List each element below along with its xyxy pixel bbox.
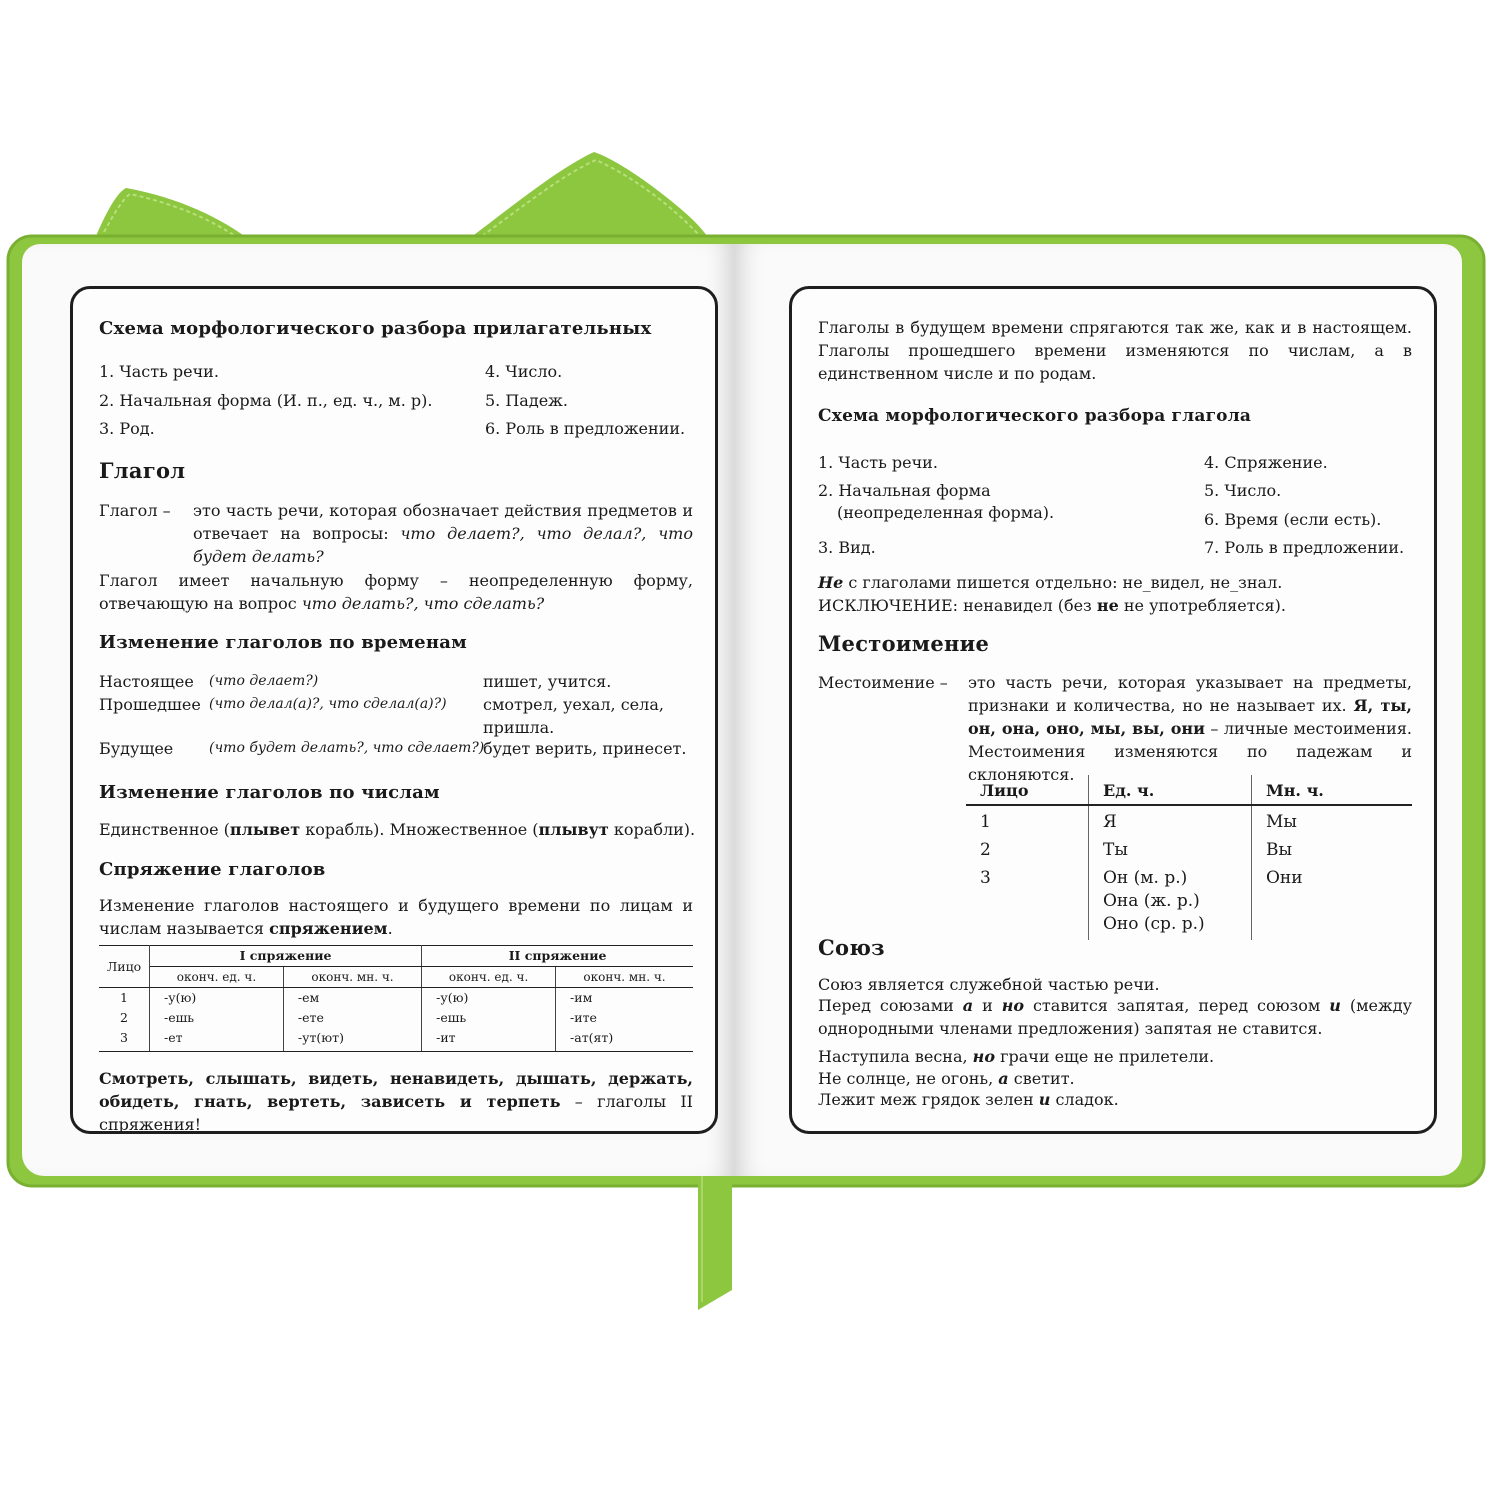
table-header: Лицо bbox=[966, 775, 1089, 805]
conjunction-heading: Союз bbox=[818, 935, 885, 960]
table-cell: Мы bbox=[1266, 812, 1297, 832]
ne-exception: ИСКЛЮЧЕНИЕ: ненавидел (без не не употребляется). bbox=[818, 596, 1286, 615]
conjunction-example: Лежит меж грядок зелен и сладок. bbox=[818, 1090, 1119, 1109]
conjugation-heading: Спряжение глаголов bbox=[99, 859, 326, 880]
table-cell: 2 bbox=[99, 1008, 150, 1028]
table-cell: Они bbox=[1266, 868, 1303, 888]
pronoun-heading: Местоимение bbox=[818, 631, 990, 656]
table-row bbox=[99, 988, 693, 1009]
tenses-heading: Изменение глаголов по временам bbox=[99, 632, 467, 653]
verb-initial-form: Глагол имеет начальную форму – неопределенную форму, отвечающую на вопрос что делать?, что сделать? bbox=[99, 571, 693, 613]
future-past-intro: Глаголы в будущем времени спрягаются так же, как и в настоящем. Глаголы прошедшего времени изменяются по числам, а в единственном числе и по родам. bbox=[818, 318, 1412, 383]
conjugation-exceptions: Смотреть, слышать, видеть, ненавидеть, дышать, держать, обидеть, гнать, вертеть, зависеть и терпеть – глаголы II спряжения! bbox=[99, 1069, 693, 1134]
table-cell: -ут(ют) bbox=[283, 1028, 421, 1052]
table-cell: Ты bbox=[1089, 834, 1252, 862]
verb-scheme-item: 5. Число. bbox=[1204, 481, 1282, 500]
numbers-heading: Изменение глаголов по числам bbox=[99, 782, 440, 803]
conjugation-text: Изменение глаголов настоящего и будущего времени по лицам и числам называется спряжением. bbox=[99, 896, 693, 938]
verb-scheme-item: 2. Начальная форма bbox=[818, 481, 991, 500]
pronoun-form: Она (ж. р.) bbox=[1103, 891, 1200, 911]
conjunction-rule: Перед союзами а и но ставится запятая, перед союзом и (между однородными членами предложения) запятая не ставится. bbox=[818, 996, 1412, 1038]
table-cell: -ет bbox=[150, 1028, 284, 1052]
tense-question: (что делает?) bbox=[209, 673, 319, 689]
table-cell: -ешь bbox=[150, 1008, 284, 1028]
right-ear-icon bbox=[470, 152, 710, 240]
table-header: Ед. ч. bbox=[1089, 775, 1252, 805]
conjunction-example: Не солнце, не огонь, а светит. bbox=[818, 1069, 1075, 1088]
adj-item: 3. Род. bbox=[99, 419, 155, 438]
table-cell: -ете bbox=[283, 1008, 421, 1028]
table-row bbox=[966, 834, 1412, 862]
table-row bbox=[966, 805, 1412, 834]
verb-scheme-item: (неопределенная форма). bbox=[837, 503, 1055, 522]
verb-def-term: Глагол – bbox=[99, 501, 171, 520]
table-header: Лицо bbox=[99, 946, 150, 988]
table-header: оконч. мн. ч. bbox=[556, 967, 693, 988]
verb-definition: это часть речи, которая обозначает действия предметов и отвечает на вопросы: что делает?, что делал?, что будет делать? bbox=[193, 501, 693, 566]
adj-scheme-title: Схема морфологического разбора прилагательных bbox=[99, 318, 652, 339]
tense-example: смотрел, уехал, села, пришла. bbox=[483, 695, 664, 737]
conjunction-example: Наступила весна, но грачи еще не прилетели. bbox=[818, 1047, 1215, 1066]
verb-scheme-item: 3. Вид. bbox=[818, 538, 876, 557]
numbers-text: Единственное (плывет корабль). Множественное (плывут корабли). bbox=[99, 820, 696, 839]
table-cell: 2 bbox=[980, 840, 991, 860]
tense-name: Будущее bbox=[99, 739, 174, 758]
table-cell: 3 bbox=[99, 1028, 150, 1052]
table-cell: 1 bbox=[99, 988, 150, 1009]
verb-scheme-item: 6. Время (если есть). bbox=[1204, 510, 1382, 529]
table-row bbox=[99, 1008, 693, 1028]
table-header: Мн. ч. bbox=[1252, 775, 1413, 805]
ne-rule: Не с глаголами пишется отдельно: не_видел, не_знал. bbox=[818, 573, 1283, 592]
table-cell: -ем bbox=[283, 988, 421, 1009]
table-header: оконч. ед. ч. bbox=[422, 967, 556, 988]
tense-name: Прошедшее bbox=[99, 695, 201, 714]
verb-scheme-item: 1. Часть речи. bbox=[818, 453, 938, 472]
verb-heading: Глагол bbox=[99, 458, 186, 483]
table-header: оконч. ед. ч. bbox=[150, 967, 284, 988]
verb-scheme-title: Схема морфологического разбора глагола bbox=[818, 406, 1252, 426]
conjunction-line: Союз является служебной частью речи. bbox=[818, 975, 1160, 994]
table-cell: 1 bbox=[980, 812, 991, 832]
verb-scheme-item: 7. Роль в предложении. bbox=[1204, 538, 1405, 557]
pronoun-form: Оно (ср. р.) bbox=[1103, 914, 1205, 934]
left-ear-icon bbox=[96, 188, 250, 240]
table-row bbox=[99, 1028, 693, 1052]
table-cell: -ите bbox=[570, 1010, 597, 1025]
conjugation-table bbox=[99, 945, 693, 1052]
table-row bbox=[966, 862, 1412, 940]
table-cell: -у(ю) bbox=[422, 988, 556, 1009]
pronoun-definition: это часть речи, которая указывает на предметы, признаки и количества, но не называет их. Я, ты, он, она, оно, мы, вы, они – личные местоимения. Местоимения изменяются по падежам и склоняются. bbox=[968, 673, 1413, 784]
adj-item: 2. Начальная форма (И. п., ед. ч., м. р). bbox=[99, 391, 433, 410]
table-cell: Вы bbox=[1266, 840, 1293, 860]
table-cell: -ат(ят) bbox=[556, 1028, 693, 1052]
table-cell: Я bbox=[1089, 805, 1252, 834]
table-cell: -ешь bbox=[422, 1008, 556, 1028]
table-cell: -у(ю) bbox=[150, 988, 284, 1009]
tense-question: (что делал(а)?, что сделал(а)?) bbox=[209, 696, 447, 712]
right-page-frame bbox=[789, 286, 1437, 1134]
table-header: оконч. мн. ч. bbox=[283, 967, 421, 988]
adj-item: 5. Падеж. bbox=[485, 391, 568, 410]
table-cell: -ит bbox=[422, 1028, 556, 1052]
table-header: II спряжение bbox=[422, 946, 693, 967]
table-cell: 3 bbox=[980, 868, 991, 888]
left-page-frame bbox=[70, 286, 718, 1134]
table-cell: -им bbox=[570, 990, 593, 1005]
verb-scheme-item: 4. Спряжение. bbox=[1204, 453, 1328, 472]
tense-question: (что будет делать?, что сделает?) bbox=[209, 740, 485, 756]
tense-example: будет верить, принесет. bbox=[483, 739, 687, 758]
adj-item: 4. Число. bbox=[485, 362, 563, 381]
adj-item: 6. Роль в предложении. bbox=[485, 419, 686, 438]
tense-example: пишет, учится. bbox=[483, 672, 612, 691]
table-header: I спряжение bbox=[150, 946, 422, 967]
adj-item: 1. Часть речи. bbox=[99, 362, 219, 381]
table-cell bbox=[1089, 862, 1252, 940]
tense-name: Настоящее bbox=[99, 672, 194, 691]
pronoun-table bbox=[966, 775, 1412, 940]
pronoun-form: Он (м. р.) bbox=[1103, 868, 1188, 888]
pronoun-term: Местоимение – bbox=[818, 673, 948, 692]
